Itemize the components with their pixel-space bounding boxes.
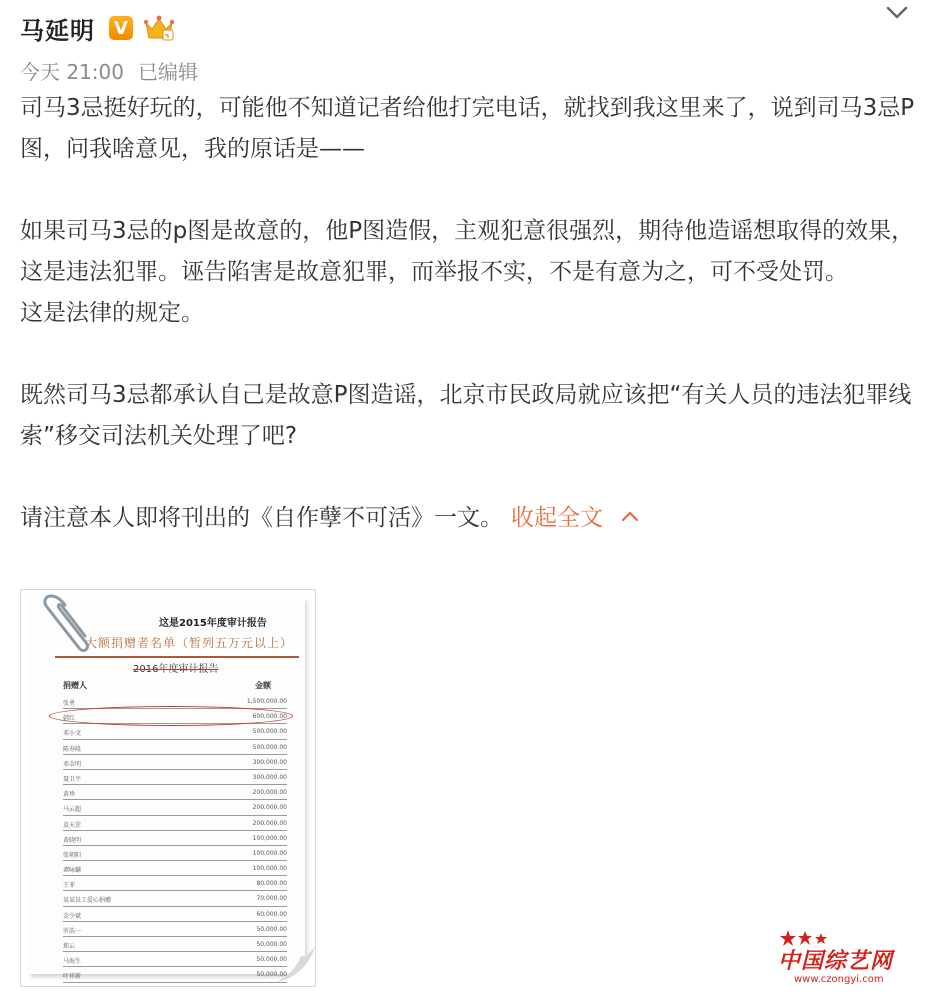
- donor-name: 王菲: [63, 882, 76, 890]
- donor-amount: 200,000.00: [252, 819, 287, 827]
- donor-name: 叶祥新: [63, 973, 82, 981]
- paragraph-5-line: [20, 498, 915, 539]
- donor-amount: 100,000.00: [252, 834, 287, 842]
- paragraph-1: 司马3忌挺好玩的，可能他不知道记者给他打完电话，就找到我这里来了，说到司马3忌P图，问我啥意见，我的原话是——: [20, 95, 915, 162]
- post-time[interactable]: 今天 21:00: [20, 60, 124, 84]
- post-header: [20, 8, 175, 48]
- row-underline: [63, 860, 287, 861]
- table-row: [63, 726, 287, 741]
- table-row: [63, 969, 287, 984]
- site-watermark: [778, 930, 918, 990]
- paragraph-3: 这是法律的规定。: [20, 300, 204, 326]
- author-name[interactable]: 马延明: [20, 16, 95, 45]
- row-underline: [63, 966, 287, 967]
- collapse-label: 收起全文: [511, 505, 603, 531]
- collapse-button[interactable]: [511, 505, 639, 531]
- crown-icon: [143, 14, 175, 42]
- donor-amount: 1,500,000.00: [246, 698, 287, 705]
- donor-amount: 60,000.00: [256, 910, 287, 918]
- paragraph-2: 如果司马3忌的p图是故意的，他P图造假，主观犯意很强烈，期待他造谣想取得的效果，这是违法犯罪。诬告陷害是故意犯罪，而举报不实，不是有意为之，可不受处罚。: [20, 218, 915, 285]
- table-row: [63, 893, 287, 908]
- table-row: [63, 742, 287, 757]
- more-options-button[interactable]: [885, 4, 909, 24]
- chevron-down-icon: [886, 5, 908, 24]
- page-curl: [275, 942, 315, 986]
- donor-amount: 80,000.00: [256, 880, 287, 888]
- table-row: [63, 909, 287, 924]
- table-row: [63, 939, 287, 954]
- row-underline: [63, 845, 287, 846]
- row-underline: [63, 890, 287, 891]
- donor-amount: 300,000.00: [252, 758, 287, 766]
- donor-amount: 100,000.00: [252, 865, 287, 873]
- donor-amount: 500,000.00: [252, 728, 287, 736]
- donor-amount: 600,000.00: [252, 713, 287, 721]
- watermark-url: www.czongyi.com: [794, 974, 884, 985]
- donor-name: 张朝阳: [63, 851, 82, 859]
- donor-name: 黄晓明: [63, 836, 82, 844]
- row-underline: [63, 830, 287, 831]
- donor-amount: 70,000.00: [256, 895, 287, 903]
- donor-amount: 300,000.00: [252, 773, 287, 781]
- row-underline: [63, 921, 287, 922]
- donor-table: [63, 696, 287, 985]
- column-header-amount: 金额: [255, 681, 271, 690]
- row-underline: [63, 815, 287, 816]
- paperclip-icon: [37, 590, 97, 664]
- row-underline: [63, 754, 287, 755]
- donor-name: 马海生: [63, 958, 82, 966]
- row-underline: [63, 739, 287, 740]
- donor-amount: 50,000.00: [256, 925, 287, 933]
- donor-amount: 50,000.00: [256, 941, 287, 948]
- verified-badge: V: [109, 16, 133, 40]
- table-row: [63, 787, 287, 802]
- document-title-2016: 2016年度审计报告: [133, 664, 219, 675]
- column-header-name: 捐赠人: [63, 681, 87, 690]
- donor-name: 张勇: [63, 700, 76, 707]
- watermark-text: 中国综艺网: [778, 949, 894, 974]
- row-underline: [63, 784, 287, 785]
- donor-name: 邓金明: [63, 760, 82, 768]
- donor-name: 韩红: [63, 715, 76, 723]
- post-image[interactable]: [20, 589, 316, 987]
- donor-amount: 50,000.00: [256, 971, 287, 979]
- row-underline: [63, 769, 287, 770]
- table-row: [63, 818, 287, 833]
- donor-name: 邓小文: [63, 730, 82, 738]
- table-row: [63, 848, 287, 863]
- donor-name: 某某员工爱心捐赠: [63, 897, 112, 905]
- donor-name: 聂卫平: [63, 775, 82, 783]
- donor-name: 马云超: [63, 806, 82, 814]
- row-underline: [63, 951, 287, 952]
- donor-name: 金少斌: [63, 912, 82, 920]
- donor-amount: 200,000.00: [252, 804, 287, 812]
- post-content: [20, 88, 915, 539]
- row-underline: [63, 906, 287, 907]
- row-underline: [63, 982, 287, 983]
- donor-name: 罗浩一: [63, 927, 82, 935]
- table-row: [63, 802, 287, 817]
- table-row: [63, 878, 287, 893]
- row-underline: [63, 936, 287, 937]
- table-row: [63, 757, 287, 772]
- donor-name: 袁天罡: [63, 821, 82, 829]
- donor-name: 陈寿隆: [63, 745, 82, 753]
- post-meta: [20, 56, 198, 85]
- table-row: [63, 772, 287, 787]
- table-row: [63, 863, 287, 878]
- edited-label[interactable]: 已编辑: [138, 60, 198, 84]
- row-underline: [63, 875, 287, 876]
- highlight-ellipse: [49, 706, 293, 726]
- donor-amount: 50,000.00: [256, 956, 287, 964]
- donor-amount: 100,000.00: [252, 849, 287, 857]
- donor-name: 谭咏麟: [63, 867, 82, 875]
- table-row: [63, 954, 287, 969]
- chevron-up-icon: [621, 495, 639, 536]
- donor-amount: 500,000.00: [252, 743, 287, 751]
- document-title: 这是2015年度审计报告: [159, 618, 267, 629]
- donor-name: 黄珍: [63, 791, 76, 799]
- table-row: [63, 924, 287, 939]
- paragraph-4: 既然司马3忌都承认自己是故意P图造谣，北京市民政局就应该把“有关人员的违法犯罪线索”移交司法机关处理了吧?: [20, 382, 912, 449]
- donor-name: 郑云: [63, 943, 76, 950]
- table-row: [63, 833, 287, 848]
- paragraph-5: 请注意本人即将刊出的《自作孽不可活》一文。: [20, 505, 503, 531]
- document-subtitle: 大额捐赠者名单（暂列五万元以上）: [85, 636, 294, 650]
- donor-amount: 200,000.00: [252, 789, 287, 797]
- row-underline: [63, 799, 287, 800]
